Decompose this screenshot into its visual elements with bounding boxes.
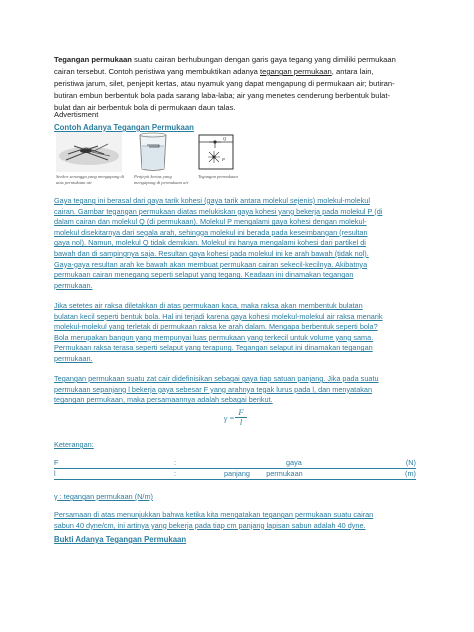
def-symbol: F (54, 458, 59, 467)
text-line: permukaan cairan menegang seperti selaput yang tegang. Keadaan ini dinamakan tegangan (54, 270, 354, 280)
text-line: Bola merupakan bangun yang mempunyai luas permukaan yang terkecil untuk volume yang sama. (54, 332, 374, 342)
def-colon: : (174, 469, 177, 478)
text-line: Permukaan raksa terasa seperti selaput yang terapung. Tegangan selaput ini dinamakan tegangan (54, 343, 373, 353)
caption-insect: Seekor serangga yang mengapung di atas permukaan air (56, 174, 125, 185)
heading-example: Contoh Adanya Tegangan Permukaan (54, 123, 194, 132)
definition-row-length (54, 469, 416, 480)
def-name: panjang permukaan (224, 469, 303, 478)
keterangan-label: Keterangan: (54, 440, 94, 449)
caption-paperclip: Penjepit kertas yang mengapung di permukaan air (134, 174, 189, 185)
def-unit: (N) (405, 458, 416, 467)
formula-numerator: F (235, 408, 247, 418)
intro-line-2: cairan tersebut. Contoh peristiwa yang membuktikan adanya (54, 67, 260, 76)
formula-denominator: l (239, 417, 243, 427)
text-line: tegangan permukaan, maka persamaannya adalah sebagai berikut. (54, 395, 273, 405)
def-name: gaya (286, 458, 302, 467)
text-line: dalam cairan dan molekul Q (di permukaan). Molekul P mengalami gaya kohesi dengan molekul- (54, 217, 367, 227)
term-bold: Tegangan permukaan (54, 55, 132, 64)
figure-strip (56, 132, 286, 192)
definition-row-force (54, 458, 416, 469)
molecule-p-label: P (222, 157, 225, 162)
text-line: sabun 40 dyne/cm, ini artinya yang bekerja pada tiap cm panjang lapisan sabun adalah 40 dyne. (54, 520, 366, 530)
intro-line-2-end: , antara lain, (331, 67, 374, 76)
intro-paragraph (54, 54, 426, 114)
heading-proof: Bukti Adanya Tegangan Permukaan (54, 535, 187, 544)
def-colon: : (174, 458, 177, 467)
paperclip-glass-image (136, 132, 170, 172)
text-line: Gaya tegang ini berasal dari gaya tarik kohesi (gaya tarik antara molekul sejenis) molekul-molekul (54, 196, 370, 205)
paragraph-cohesion (54, 196, 424, 291)
molecule-q-label: Q (223, 136, 227, 141)
text-line: cairan. Gambar tegangan permukaan diatas melukiskan gaya kohesi yang bekerja pada molekul P (di (54, 206, 383, 216)
text-line: Gaya-gaya resultan arah ke bawah akan membuat permukaan cairan sekecil-kecilnya. Akibatnya (54, 259, 368, 269)
text-line: permukaan. (54, 280, 93, 290)
text-line: Persamaan di atas menunjukkan bahwa ketika kita mengatakan tegangan permukaan suatu cairan (54, 510, 374, 519)
text-line: bawah dan di sampingnya saja. Resultan gaya kohesi pada molekul ini ke arah bawah (tidak nol). (54, 248, 369, 258)
gamma-definition: γ : tegangan permukaan (N/m) (54, 492, 153, 501)
insect-on-water-image (56, 132, 122, 172)
def-unit: (m) (405, 469, 416, 478)
text-line: molekul-molekul yang terletak di permukaan raksa ke arah dalam. Mengapa berbentuk seperti bola? (54, 322, 378, 332)
surface-tension-diagram (196, 132, 236, 172)
def-symbol: l (54, 469, 56, 478)
caption-diagram: Tegangan permukaan (198, 174, 238, 179)
text-line: molekul disekitarnya dari segala arah, sehingga molekul ini berada pada keseimbangan (resultan (54, 227, 368, 237)
paragraph-soap-example (54, 510, 424, 531)
formula-lhs: γ = (224, 414, 235, 423)
paragraph-mercury (54, 301, 424, 365)
intro-line-1: suatu cairan berhubungan dengan garis gaya tegang yang dimiliki permukaan (131, 55, 396, 64)
text-line: bulatan kecil seperti bentuk bola. Hal ini terjadi karena gaya kohesi molekul-molekul air raksa menarik (54, 311, 383, 321)
paragraph-definition (54, 374, 424, 406)
text-line: Tegangan permukaan suatu zat cair didefinisikan sebagai gaya tiap satuan panjang. Jika pada suatu (54, 374, 379, 383)
text-line: gaya nol). Namun, molekul Q tidak demikian. Molekul ini hanya mengalami kohesi dari partikel di (54, 238, 366, 248)
intro-line-4: butiran embun berbentuk bola pada sarang laba-laba; air yang menetes cenderung berbentuk bulat- (54, 91, 391, 100)
advertisment-label: Advertisment (54, 110, 99, 119)
text-line: Jika setetes air raksa diletakkan di atas permukaan kaca, maka raksa akan membentuk bulatan (54, 301, 363, 310)
text-line: permukaan. (54, 353, 93, 363)
text-line: permukaan sepanjang l bekerja gaya sebesar F yang arahnya tegak lurus pada l, dan menyatakan (54, 384, 373, 394)
surface-tension-link[interactable]: tegangan permukaan (260, 67, 332, 76)
intro-line-3: peristiwa jarum, silet, penjepit kertas, atau nyamuk yang dapat mengapung di permukaan air; butiran- (54, 79, 395, 88)
formula-fraction (235, 408, 247, 427)
intro-line-5: bulat dan air berbentuk bola di permukaan daun talas. (54, 103, 236, 112)
